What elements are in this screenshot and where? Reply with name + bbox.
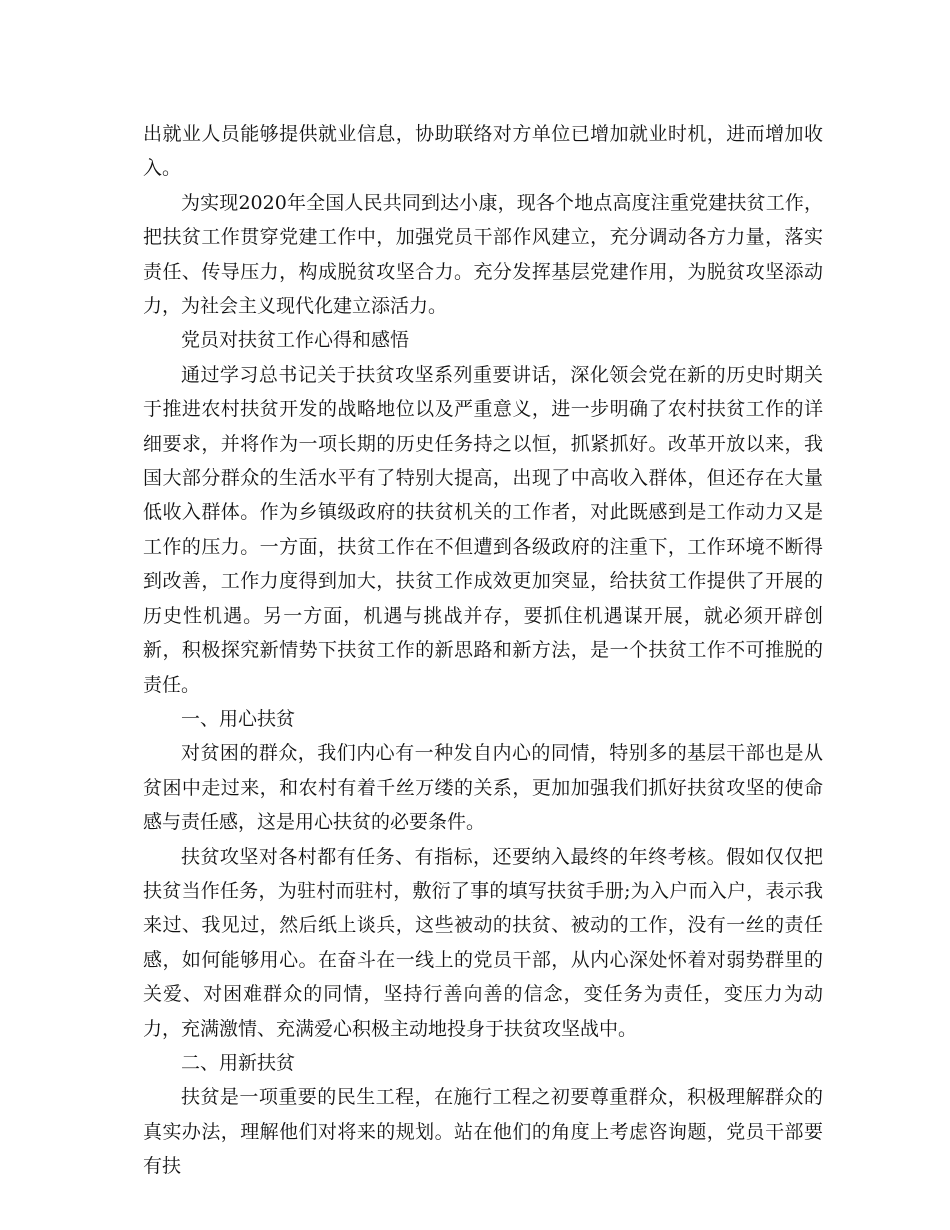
section-heading: 二、用新扶贫	[181, 1051, 296, 1074]
section-heading: 一、用心扶贫	[181, 707, 296, 730]
paragraph: 扶贫攻坚对各村都有任务、有指标，还要纳入最终的年终考核。假如仅仅把扶贫当作任务，为驻村而驻村，敷衍了事的填写扶贫手册;为入户而入户，表示我来过、我见过，然后纸上谈兵，这些被动的扶贫、被动的工作，没有一丝的责任感，如何能够用心。在奋斗在一线上的党员干部，从内心深处怀着对弱势群里的关爱、对困难群众的同情，坚持行善向善的信念，变任务为责任，变压力为动力，充满激情、充满爱心积极主动地投身于扶贫攻坚战中。	[143, 845, 823, 1040]
paragraph: 出就业人员能够提供就业信息，协助联络对方单位已增加就业时机，进而增加收入。	[143, 123, 823, 180]
paragraph: 扶贫是一项重要的民生工程，在施行工程之初要尊重群众，积极理解群众的真实办法，理解他们对将来的规划。站在他们的角度上考虑咨询题，党员干部要有扶	[143, 1086, 823, 1178]
paragraph: 通过学习总书记关于扶贫攻坚系列重要讲话，深化领会党在新的历史时期关于推进农村扶贫开发的战略地位以及严重意义，进一步明确了农村扶贫工作的详细要求，并将作为一项长期的历史任务持之以恒，抓紧抓好。改革开放以来，我国大部分群众的生活水平有了特别大提高，出现了中高收入群体，但还存在大量低收入群体。作为乡镇级政府的扶贫机关的工作者，对此既感到是工作动力又是工作的压力。一方面，扶贫工作在不但遭到各级政府的注重下，工作环境不断得到改善，工作力度得到加大，扶贫工作成效更加突显，给扶贫工作提供了开展的历史性机遇。另一方面，机遇与挑战并存，要抓住机遇谋开展，就必须开辟创新，积极探究新情势下扶贫工作的新思路和新方法，是一个扶贫工作不可推脱的责任。	[143, 363, 823, 696]
paragraph: 为实现2020年全国人民共同到达小康，现各个地点高度注重党建扶贫工作，把扶贫工作贯穿党建工作中，加强党员干部作风建立，充分调动各方力量，落实责任、传导压力，构成脱贫攻坚合力。充分发挥基层党建作用，为脱贫攻坚添动力，为社会主义现代化建立添活力。	[143, 191, 823, 318]
document-page	[143, 117, 823, 1184]
paragraph: 对贫困的群众，我们内心有一种发自内心的同情，特别多的基层干部也是从贫困中走过来，和农村有着千丝万缕的关系，更加加强我们抓好扶贫攻坚的使命感与责任感，这是用心扶贫的必要条件。	[143, 742, 823, 834]
section-heading: 党员对扶贫工作心得和感悟	[181, 329, 410, 352]
